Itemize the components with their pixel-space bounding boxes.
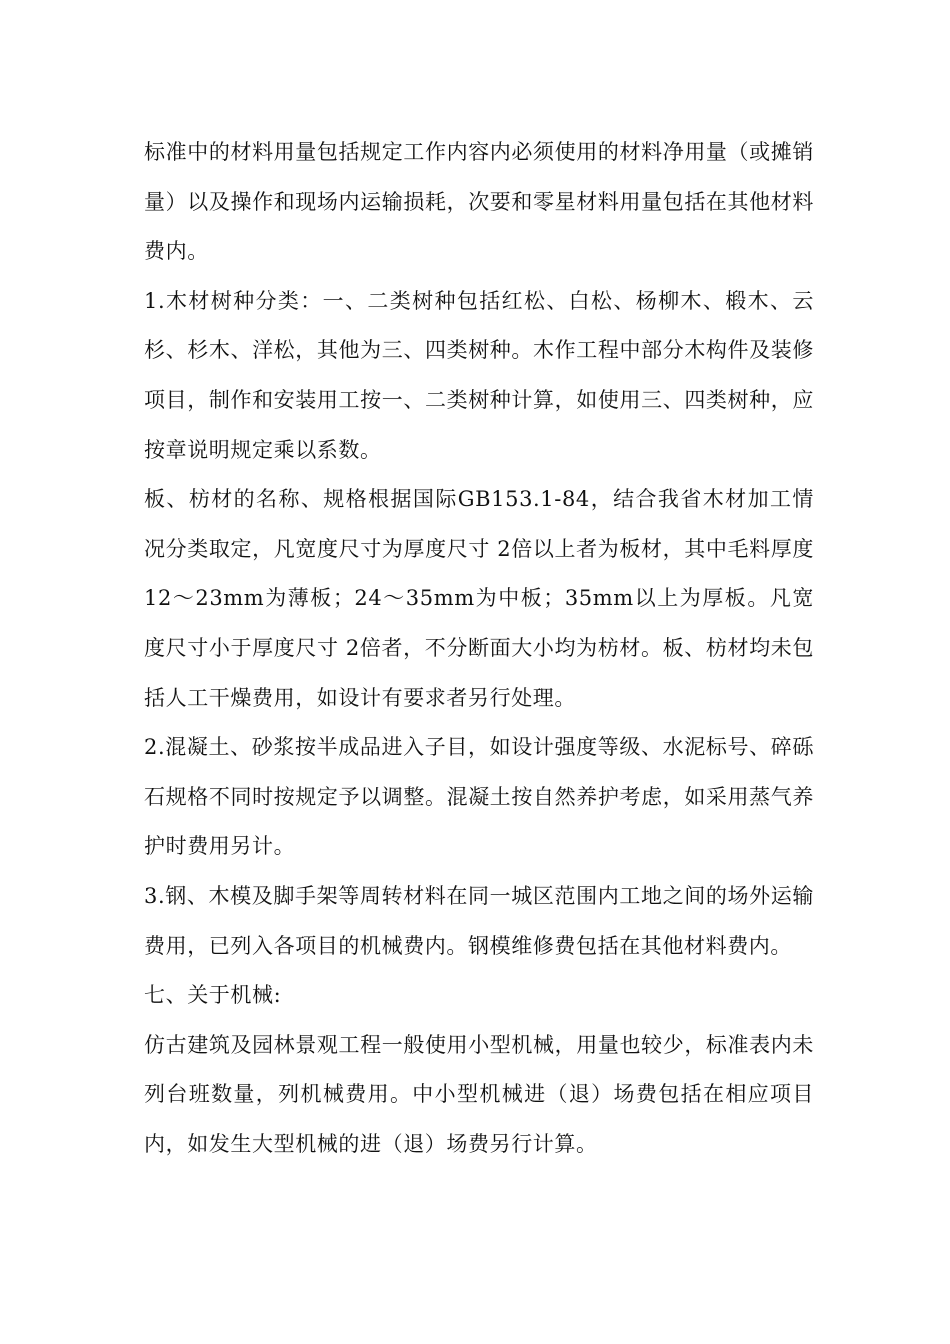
paragraph-material-usage: 标准中的材料用量包括规定工作内容内必须使用的材料净用量（或摊销量）以及操作和现场内运输损耗，次要和零星材料用量包括在其他材料费内。 [144, 140, 814, 264]
paragraph-formwork-transport: 3.钢、木模及脚手架等周转材料在同一城区范围内工地之间的场外运输费用，已列入各项目的机械费内。钢模维修费包括在其他材料费内。 [144, 883, 814, 958]
document-body [144, 128, 814, 1169]
paragraph-wood-species: 1.木材树种分类：一、二类树种包括红松、白松、杨柳木、椴木、云杉、杉木、洋松，其他为三、四类树种。木作工程中部分木构件及装修项目，制作和安装用工按一、二类树种计算，如使用三、四类树种，应按章说明规定乘以系数。 [144, 288, 814, 462]
paragraph-concrete-mortar: 2.混凝土、砂浆按半成品进入子目，如设计强度等级、水泥标号、碎砾石规格不同时按规定予以调整。混凝土按自然养护考虑，如采用蒸气养护时费用另计。 [144, 735, 814, 859]
paragraph-machinery: 仿古建筑及园林景观工程一般使用小型机械，用量也较少，标准表内未列台班数量，列机械费用。中小型机械进（退）场费包括在相应项目内，如发生大型机械的进（退）场费另行计算。 [144, 1032, 814, 1156]
paragraph-board-timber: 板、枋材的名称、规格根据国际GB153.1-84，结合我省木材加工情况分类取定，凡宽度尺寸为厚度尺寸 2倍以上者为板材，其中毛料厚度 12～23mm为薄板；24～35mm为中板；35mm以上为厚板。凡宽度尺寸小于厚度尺寸 2倍者，不分断面大小均为枋材。板、枋材均未包括人工干燥费用，如设计有要求者另行处理。 [144, 487, 814, 710]
section-heading-machinery: 七、关于机械: [144, 983, 282, 1008]
